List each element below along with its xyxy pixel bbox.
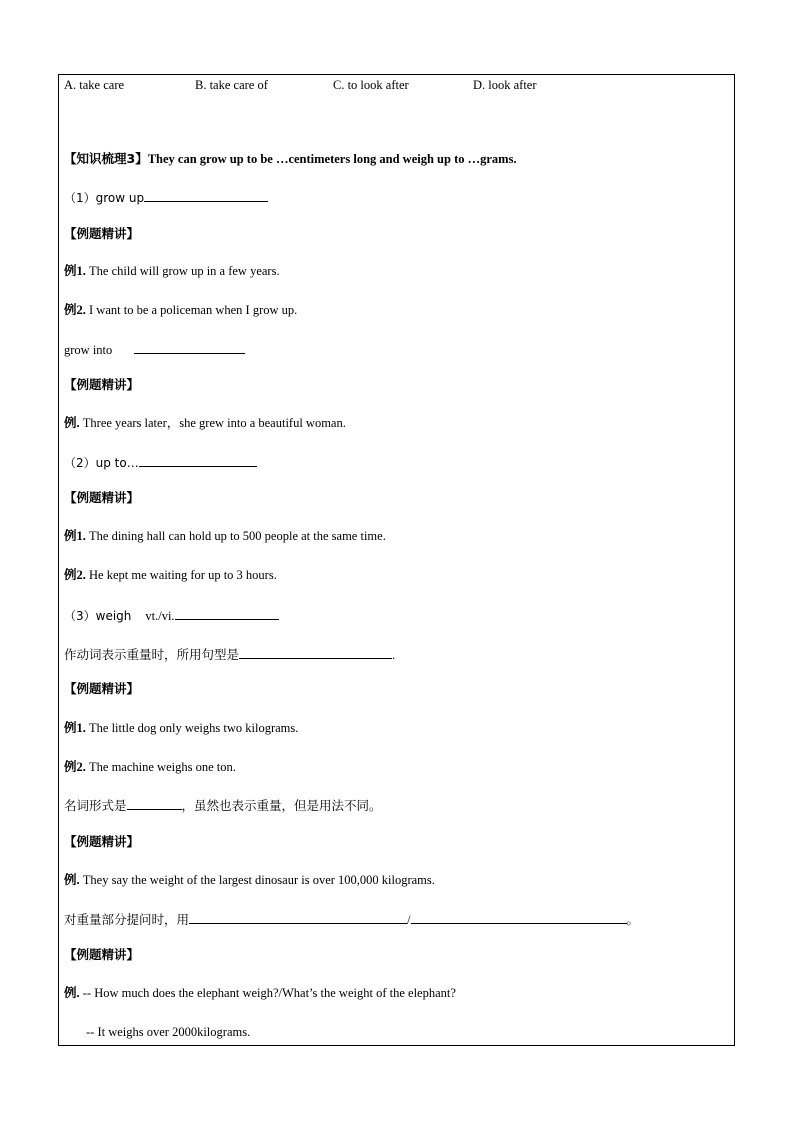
ex-text: I want to be a policeman when I grow up. [89,303,298,317]
item2-label: （2）up to… [64,456,139,470]
ex-grow-up-1 [64,263,280,279]
ex-text: The machine weighs one ton. [89,760,236,774]
item1-label: （1）grow up [64,191,145,205]
ex-prefix: 例 [64,759,77,774]
ex-prefix: 例 [64,720,77,735]
example-heading-6: 【例题精讲】 [64,947,140,962]
option-c: C. to look after [333,78,409,92]
item2-blank [139,454,257,467]
ex-num: 1. [76,264,86,278]
item3-line [64,607,279,624]
item3-pos: vt./vi. [145,609,175,623]
weigh-pattern-blank [239,646,392,659]
ex-text: Three years later，she grew into a beautiful woman. [82,416,346,430]
item1-blank [144,189,268,202]
item3-label: （3）weigh [64,609,132,623]
ex-up-to-2 [64,567,277,583]
ex-grow-up-2 [64,302,297,318]
option-b: B. take care of [195,78,268,92]
noun-form-blank [127,797,182,810]
ex-prefix: 例 [64,872,77,887]
noun-form-before: 名词形式是 [64,798,127,813]
ex-up-to-1 [64,528,386,544]
weigh-pattern-text: 作动词表示重量时，所用句型是 [64,647,240,662]
question-blank-1 [189,911,407,924]
ex-text: They say the weight of the largest dinosaur is over 100,000 kilograms. [82,873,435,887]
section3-tag: 【知识梳理3】 [64,151,148,166]
example-heading-1: 【例题精讲】 [64,226,140,241]
question-line [64,911,639,928]
ex-prefix: 例 [64,985,77,1000]
ex-question [64,985,456,1001]
ex-num: . [76,873,80,887]
options-row [64,77,664,93]
ex-text: The dining hall can hold up to 500 people at the same time. [89,529,386,543]
item1-line [64,189,268,206]
noun-form-line [64,797,382,814]
ex-text: The child will grow up in a few years. [89,264,280,278]
option-d: D. look after [473,78,537,92]
example-heading-4: 【例题精讲】 [64,681,140,696]
grow-into-line [64,341,245,358]
question-before: 对重量部分提问时，用 [64,912,190,927]
option-a: A. take care [64,78,125,92]
noun-form-after: ，虽然也表示重量，但是用法不同。 [181,798,382,813]
ex-text: He kept me waiting for up to 3 hours. [89,568,277,582]
example-heading-5: 【例题精讲】 [64,834,140,849]
question-blank-2 [411,911,627,924]
ex-prefix: 例 [64,302,77,317]
example-heading-2: 【例题精讲】 [64,377,140,392]
ex-num: . [76,986,80,1000]
ex-num: 2. [76,760,86,774]
example-heading-3: 【例题精讲】 [64,490,140,505]
item3-blank [175,607,279,620]
grow-into-blank [134,341,245,354]
ex-text: -- How much does the elephant weigh?/What’s the weight of the elephant? [82,986,456,1000]
section3-heading [64,151,517,167]
weigh-pattern-line [64,646,395,663]
ex-prefix: 例 [64,528,77,543]
question-sep: / [407,913,411,927]
ex-prefix: 例 [64,263,77,278]
ex-num: 1. [76,721,86,735]
ex-num: 2. [76,568,86,582]
ex-grow-into [64,415,346,431]
ex-weight [64,872,435,888]
ex-num: 2. [76,303,86,317]
ex-num: . [76,416,80,430]
ex-prefix: 例 [64,415,77,430]
grow-into-label: grow into [64,343,113,357]
ex-weigh-1 [64,720,298,736]
ex-num: 1. [76,529,86,543]
answer-line: -- It weighs over 2000kilograms. [86,1025,251,1039]
ex-weigh-2 [64,759,236,775]
item2-line [64,454,257,471]
section3-sentence: They can grow up to be …centimeters long and weigh up to …grams. [147,152,517,166]
page-frame [58,74,735,1046]
ex-prefix: 例 [64,567,77,582]
weigh-pattern-end: . [392,648,396,662]
question-end: 。 [626,912,640,927]
ex-text: The little dog only weighs two kilograms. [89,721,299,735]
